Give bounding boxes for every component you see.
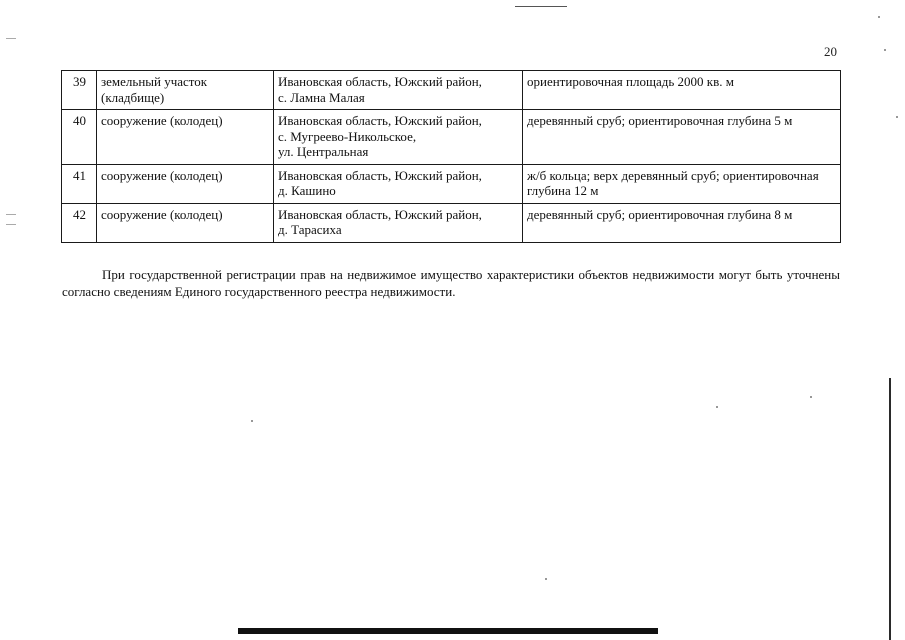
object-type (97, 71, 274, 110)
row-number: 40 (62, 110, 97, 165)
scan-speck (896, 116, 898, 118)
object-characteristics: деревянный сруб; ориентировочная глубина 8 м (523, 203, 841, 242)
scan-speck (810, 396, 812, 398)
object-address (274, 203, 523, 242)
table-row (62, 71, 841, 110)
scan-speck (251, 420, 253, 422)
scan-top-line (515, 6, 567, 7)
scan-speck (878, 16, 880, 18)
row-number: 42 (62, 203, 97, 242)
address-line: ул. Центральная (278, 144, 369, 159)
object-address (274, 71, 523, 110)
address-line: с. Ламна Малая (278, 89, 365, 105)
scan-speck (716, 406, 718, 408)
object-type-line: (кладбище) (101, 89, 165, 105)
scan-speck (545, 578, 547, 580)
address-line: д. Кашино (278, 183, 336, 198)
table-row (62, 110, 841, 165)
object-type (97, 164, 274, 203)
object-type (97, 110, 274, 165)
object-type (97, 203, 274, 242)
row-number: 39 (62, 71, 97, 110)
property-table (61, 70, 841, 243)
address-line: Ивановская область, Южский район, (278, 167, 482, 183)
table-row (62, 203, 841, 242)
table-row (62, 164, 841, 203)
scan-speck (6, 224, 16, 225)
row-number: 41 (62, 164, 97, 203)
scan-speck (6, 38, 16, 39)
object-type-line: земельный участок (101, 74, 208, 89)
object-characteristics: ориентировочная площадь 2000 кв. м (523, 71, 841, 110)
object-characteristics: ж/б кольца; верх деревянный сруб; ориентировочная глубина 12 м (523, 164, 841, 203)
object-address (274, 164, 523, 203)
scan-right-edge (889, 378, 891, 640)
address-line: Ивановская область, Южский район, (278, 206, 482, 222)
object-characteristics: деревянный сруб; ориентировочная глубина 5 м (523, 110, 841, 165)
scan-speck (6, 214, 16, 215)
address-line: Ивановская область, Южский район, (278, 113, 482, 128)
scan-bottom-bar (238, 628, 658, 634)
page-number: 20 (824, 44, 837, 59)
address-line: с. Мугреево-Никольское, (278, 128, 417, 144)
object-type-line: сооружение (колодец) (101, 167, 223, 183)
object-type-line: сооружение (колодец) (101, 113, 223, 128)
object-type-line: сооружение (колодец) (101, 206, 223, 222)
address-line: Ивановская область, Южский район, (278, 74, 482, 89)
registration-note: При государственной регистрации прав на недвижимое имущество характеристики объектов недвижимости могут быть уточнены согласно сведениям Единого государственного реестра недвижимости. (62, 267, 840, 299)
object-address (274, 110, 523, 165)
address-line: д. Тарасиха (278, 222, 342, 237)
scan-speck (884, 49, 886, 51)
